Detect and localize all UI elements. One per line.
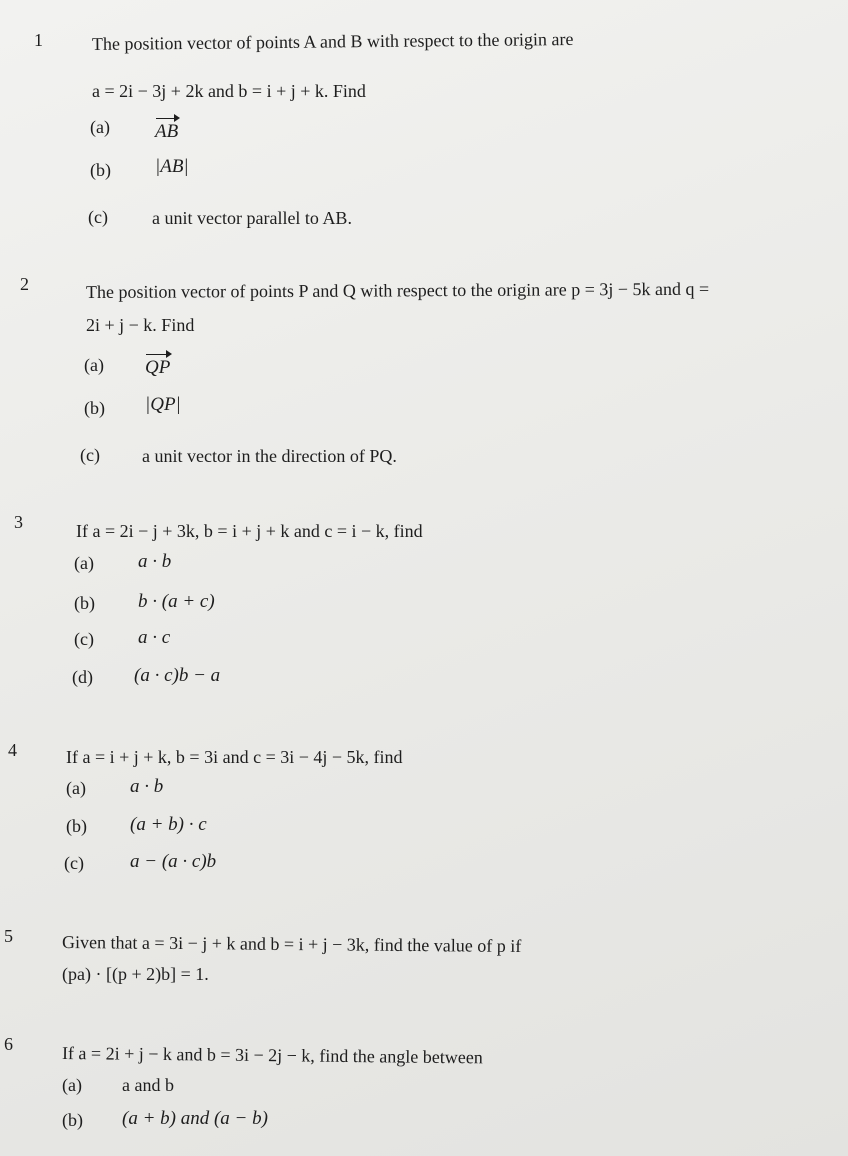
question-stem: If a = i + j + k, b = 3i and c = 3i − 4j − 5k, find [66,747,403,767]
question-number: 2 [20,274,29,294]
part-label: (b) [84,398,105,418]
part-label: (a) [66,778,86,798]
part-expression: |AB| [155,156,189,177]
part-label: (a) [90,117,110,137]
question-stem: If a = 2i + j − k and b = 3i − 2j − k, find the angle between [61,1043,483,1068]
part-expression: (a + b) · c [130,814,207,835]
part-expression: (a · c)b − a [134,665,221,686]
part-label: (d) [72,667,93,687]
part-label: (c) [88,207,108,227]
part-expression [155,115,178,143]
question-number: 4 [8,740,17,760]
part-label: (c) [80,445,100,465]
part-text: a unit vector in the direction of PQ. [142,446,397,466]
part-label: (a) [62,1075,82,1095]
part-expression: a · b [130,776,164,797]
question-number: 3 [14,512,23,532]
vector-arrow: QP [145,351,170,379]
question-stem: If a = 2i − j + 3k, b = i + j + k and c = i − k, find [76,521,423,541]
part-label: (a) [84,355,104,375]
question-number: 6 [4,1034,13,1054]
part-label: (b) [66,816,87,836]
part-label: (c) [64,853,84,873]
part-expression: b · (a + c) [138,591,215,612]
part-text: a and b [122,1075,174,1095]
question-stem: 2i + j − k. Find [86,315,195,335]
part-expression: |QP| [145,394,181,415]
part-label: (a) [74,553,94,573]
part-text: a unit vector parallel to AB. [152,208,352,228]
question-number: 5 [4,926,13,946]
vector-arrow: AB [155,115,178,143]
part-expression: (a + b) and (a − b) [122,1108,268,1129]
part-label: (c) [74,629,94,649]
part-label: (b) [90,160,111,180]
part-expression [145,351,170,379]
question-stem: a = 2i − 3j + 2k and b = i + j + k. Find [92,81,366,101]
part-expression: a · b [138,551,172,572]
question-stem: (pa) · [(p + 2)b] = 1. [62,964,209,984]
question-stem: The position vector of points P and Q with respect to the origin are p = 3j − 5k and q = [85,278,710,302]
part-label: (b) [74,593,95,613]
part-expression: a − (a · c)b [130,851,217,872]
question-stem: Given that a = 3i − j + k and b = i + j − 3k, find the value of p if [61,932,522,957]
question-stem: The position vector of points A and B with respect to the origin are [91,28,574,54]
part-expression: a · c [138,627,171,648]
question-number: 1 [34,30,43,50]
part-label: (b) [62,1110,83,1130]
